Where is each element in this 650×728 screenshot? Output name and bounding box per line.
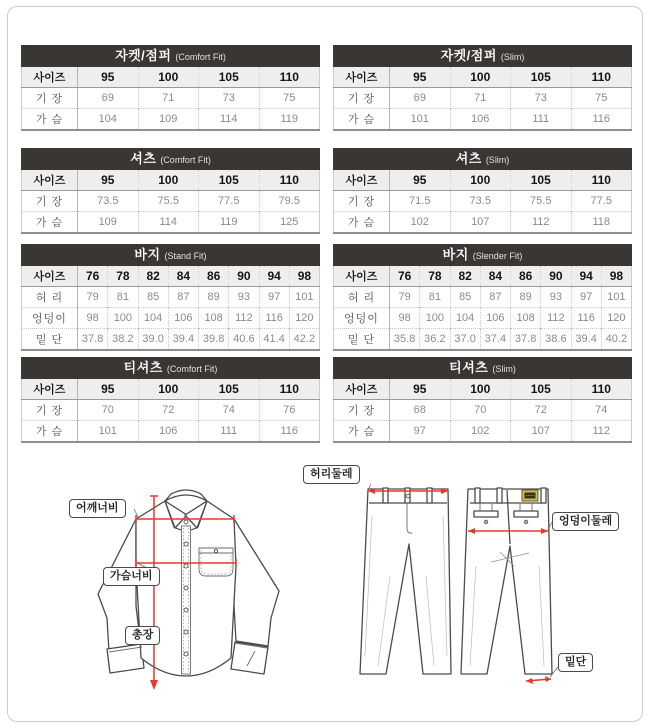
size-header-cell: 78 (108, 266, 138, 287)
table-fit-label: (Slim) (492, 364, 516, 374)
measure-label: 엉덩이 (22, 308, 78, 329)
measure-label: 허 리 (334, 287, 390, 308)
measure-row (334, 88, 632, 109)
measure-label: 가 슴 (22, 212, 78, 234)
measure-value: 97 (259, 287, 289, 308)
measure-value: 87 (168, 287, 198, 308)
size-header-label: 사이즈 (22, 379, 78, 400)
size-header-cell: 105 (199, 67, 260, 88)
measure-label: 기 장 (334, 191, 390, 212)
table-title: 바지 (442, 247, 469, 262)
shoulder-width-label: 어깨너비 (69, 499, 126, 518)
measure-row (334, 308, 632, 329)
size-header-row (22, 266, 320, 287)
measure-value: 119 (199, 212, 260, 234)
size-grid (333, 67, 632, 131)
size-header-cell: 100 (450, 67, 511, 88)
table-title: 바지 (134, 247, 161, 262)
size-header-cell: 110 (259, 170, 320, 191)
shirt-drawing-svg (41, 456, 291, 711)
size-header-cell: 100 (138, 170, 199, 191)
size-grid (21, 67, 320, 131)
size-header-label: 사이즈 (334, 67, 390, 88)
page-frame (7, 6, 643, 722)
total-length-label: 총장 (125, 626, 160, 645)
measure-value: 73 (511, 88, 572, 109)
measure-row (334, 109, 632, 131)
measure-row (22, 88, 320, 109)
measure-value: 81 (108, 287, 138, 308)
table-title-bar (333, 45, 632, 67)
measure-row (22, 287, 320, 308)
table-title-bar (21, 148, 320, 170)
size-header-cell: 98 (289, 266, 319, 287)
measure-row (334, 421, 632, 443)
size-header-cell: 84 (168, 266, 198, 287)
measure-value: 114 (199, 109, 260, 131)
measure-value: 116 (259, 308, 289, 329)
table-title: 티셔츠 (449, 360, 489, 375)
table-fit-label: (Slender Fit) (472, 251, 523, 261)
measure-value: 69 (101, 92, 114, 104)
measure-value: 71.5 (409, 195, 431, 207)
measure-value: 102 (450, 421, 511, 443)
table-row-pants (21, 244, 632, 351)
size-header-cell: 82 (138, 266, 168, 287)
size-header-row (334, 266, 632, 287)
size-header-label: 사이즈 (334, 170, 390, 191)
table-row-shirts (21, 148, 632, 234)
brand-patch-icon (522, 490, 538, 501)
measure-value: 111 (511, 109, 572, 131)
size-header-cell: 110 (259, 67, 320, 88)
measure-value: 38.2 (108, 329, 138, 351)
measure-value: 70 (450, 400, 511, 421)
measure-value: 101 (390, 109, 451, 131)
size-grid (21, 170, 320, 234)
measure-value: 77.5 (199, 191, 260, 212)
measure-value: 107 (450, 212, 511, 234)
size-header-cell: 76 (78, 266, 108, 287)
measure-value: 101 (78, 421, 139, 443)
measure-value: 41.4 (259, 329, 289, 351)
size-table-jacket-slim (333, 45, 632, 131)
size-header-cell: 95 (78, 67, 139, 88)
measure-value: 120 (601, 308, 631, 329)
measure-label: 기 장 (22, 400, 78, 421)
measure-value: 112 (229, 308, 259, 329)
size-header-cell: 76 (390, 266, 420, 287)
size-table-pants-stand (21, 244, 320, 351)
measure-value: 104 (138, 308, 168, 329)
measure-value: 72 (138, 400, 199, 421)
table-title-bar (21, 45, 320, 67)
measure-label: 가 슴 (334, 212, 390, 234)
measure-value: 73.5 (97, 195, 119, 207)
measure-value: 119 (259, 109, 320, 131)
measure-value: 101 (289, 287, 319, 308)
table-row-jackets (21, 45, 632, 131)
size-header-cell: 105 (511, 170, 572, 191)
measure-value: 70 (101, 404, 114, 416)
measure-value: 77.5 (571, 191, 632, 212)
measure-value: 39.0 (138, 329, 168, 351)
size-header-cell: 100 (138, 379, 199, 400)
measure-value: 85 (450, 287, 480, 308)
measure-value: 79 (398, 291, 411, 303)
size-header-cell: 110 (571, 379, 632, 400)
hip-circumference-label: 엉덩이둘레 (552, 512, 619, 531)
measure-value: 112 (541, 308, 571, 329)
measure-value: 93 (541, 287, 571, 308)
table-fit-label: (Slim) (500, 52, 525, 62)
size-header-cell: 105 (511, 67, 572, 88)
measure-value: 114 (138, 212, 199, 234)
size-header-cell: 95 (390, 67, 451, 88)
size-header-cell: 95 (390, 170, 451, 191)
table-title: 자켓/점퍼 (115, 48, 172, 63)
measure-row (334, 287, 632, 308)
measure-value: 116 (259, 421, 320, 443)
size-header-cell: 110 (571, 170, 632, 191)
size-header-cell: 95 (78, 379, 139, 400)
measure-value: 98 (78, 308, 108, 329)
measure-value: 93 (229, 287, 259, 308)
measure-value: 68 (413, 404, 426, 416)
measure-row (22, 191, 320, 212)
pants-drawing-svg (286, 456, 646, 711)
measure-label: 기 장 (22, 88, 78, 109)
measure-label: 가 슴 (22, 109, 78, 131)
size-header-cell: 90 (229, 266, 259, 287)
size-header-cell: 110 (259, 379, 320, 400)
size-header-cell: 86 (199, 266, 229, 287)
size-header-cell: 90 (541, 266, 571, 287)
measure-value: 74 (199, 400, 260, 421)
size-grid (21, 379, 320, 443)
size-header-cell: 100 (450, 170, 511, 191)
measure-label: 밑 단 (334, 329, 390, 351)
measure-value: 75.5 (511, 191, 572, 212)
table-title-bar (333, 244, 632, 266)
measure-value: 40.2 (601, 329, 631, 351)
size-header-cell: 94 (571, 266, 601, 287)
size-table-tshirt-slim (333, 357, 632, 443)
measure-value: 39.4 (168, 329, 198, 351)
measure-row (22, 400, 320, 421)
measure-row (22, 212, 320, 234)
measure-value: 120 (289, 308, 319, 329)
size-table-tshirt-comfort (21, 357, 320, 443)
size-grid (333, 266, 632, 351)
size-header-row (22, 379, 320, 400)
measure-value: 107 (511, 421, 572, 443)
measure-value: 37.8 (511, 329, 541, 351)
measure-value: 116 (571, 308, 601, 329)
measure-row (334, 191, 632, 212)
measure-value: 111 (199, 421, 260, 443)
measure-value: 100 (420, 308, 450, 329)
size-header-row (334, 67, 632, 88)
measure-value: 40.6 (229, 329, 259, 351)
measure-value: 106 (138, 421, 199, 443)
measure-value: 118 (571, 212, 632, 234)
measure-value: 104 (78, 109, 139, 131)
measure-value: 98 (390, 308, 420, 329)
size-header-cell: 100 (138, 67, 199, 88)
measure-row (22, 329, 320, 351)
measure-value: 35.8 (390, 329, 420, 351)
table-title-bar (333, 357, 632, 379)
measure-value: 75.5 (138, 191, 199, 212)
measure-value: 79.5 (259, 191, 320, 212)
size-header-row (334, 379, 632, 400)
measure-row (22, 109, 320, 131)
measure-value: 102 (390, 212, 451, 234)
size-table-shirt-comfort (21, 148, 320, 234)
measure-label: 엉덩이 (334, 308, 390, 329)
measure-label: 허 리 (22, 287, 78, 308)
measure-value: 37.0 (450, 329, 480, 351)
measure-value: 106 (450, 109, 511, 131)
size-header-cell: 78 (420, 266, 450, 287)
measure-value: 69 (413, 92, 426, 104)
measure-value: 38.6 (541, 329, 571, 351)
size-table-pants-slender (333, 244, 632, 351)
measure-value: 125 (259, 212, 320, 234)
measure-value: 39.4 (571, 329, 601, 351)
measure-label: 가 슴 (334, 421, 390, 443)
measure-label: 가 슴 (334, 109, 390, 131)
table-title: 티셔츠 (123, 360, 163, 375)
measure-value: 97 (390, 421, 451, 443)
measure-row (22, 421, 320, 443)
size-header-label: 사이즈 (334, 266, 390, 287)
measure-value: 42.2 (289, 329, 319, 351)
measure-value: 116 (571, 109, 632, 131)
measure-value: 73 (199, 88, 260, 109)
measure-value: 106 (480, 308, 510, 329)
size-header-label: 사이즈 (334, 379, 390, 400)
table-fit-label: (Comfort Fit) (160, 155, 211, 165)
measure-value: 85 (138, 287, 168, 308)
measure-value: 75 (571, 88, 632, 109)
measure-value: 109 (138, 109, 199, 131)
size-header-label: 사이즈 (22, 67, 78, 88)
size-header-cell: 86 (511, 266, 541, 287)
measure-label: 기 장 (334, 88, 390, 109)
measure-value: 39.8 (199, 329, 229, 351)
size-grid (333, 170, 632, 234)
size-header-cell: 100 (450, 379, 511, 400)
measure-value: 89 (199, 287, 229, 308)
measure-value: 106 (168, 308, 198, 329)
measure-label: 기 장 (22, 191, 78, 212)
measure-value: 108 (511, 308, 541, 329)
chest-width-label: 가슴너비 (103, 567, 160, 586)
measure-value: 104 (450, 308, 480, 329)
table-fit-label: (Stand Fit) (164, 251, 207, 261)
table-row-tshirts (21, 357, 632, 443)
measure-label: 밑 단 (22, 329, 78, 351)
size-table-shirt-slim (333, 148, 632, 234)
measure-value: 37.4 (480, 329, 510, 351)
measure-row (334, 400, 632, 421)
pants-diagram (286, 456, 646, 711)
hem-width-label: 밑단 (558, 653, 593, 672)
measure-row (22, 308, 320, 329)
measure-value: 73.5 (450, 191, 511, 212)
size-header-cell: 105 (199, 379, 260, 400)
size-header-label: 사이즈 (22, 266, 78, 287)
measure-row (334, 212, 632, 234)
size-header-cell: 105 (199, 170, 260, 191)
measure-value: 72 (511, 400, 572, 421)
table-title-bar (333, 148, 632, 170)
measure-value: 89 (511, 287, 541, 308)
table-title-bar (21, 244, 320, 266)
table-title: 셔츠 (455, 151, 482, 166)
measure-value: 79 (86, 291, 99, 303)
size-header-cell: 94 (259, 266, 289, 287)
size-header-cell: 105 (511, 379, 572, 400)
table-fit-label: (Comfort Fit) (175, 52, 226, 62)
waist-circumference-label: 허리둘레 (303, 465, 360, 484)
shirt-diagram (41, 456, 291, 711)
table-title: 자켓/점퍼 (440, 48, 497, 63)
size-header-row (22, 170, 320, 191)
measure-value: 101 (601, 287, 631, 308)
size-header-row (22, 67, 320, 88)
table-title-bar (21, 357, 320, 379)
table-fit-label: (Slim) (485, 155, 510, 165)
measure-value: 112 (511, 212, 572, 234)
measure-value: 74 (571, 400, 632, 421)
measure-label: 가 슴 (22, 421, 78, 443)
measure-value: 108 (199, 308, 229, 329)
measure-value: 76 (259, 400, 320, 421)
measure-value: 75 (259, 88, 320, 109)
size-header-cell: 82 (450, 266, 480, 287)
size-header-cell: 98 (601, 266, 631, 287)
measure-value: 109 (78, 212, 139, 234)
size-header-row (334, 170, 632, 191)
size-header-label: 사이즈 (22, 170, 78, 191)
size-header-cell: 110 (571, 67, 632, 88)
size-grid (21, 266, 320, 351)
measure-value: 112 (571, 421, 632, 443)
measure-value: 100 (108, 308, 138, 329)
table-title: 셔츠 (130, 151, 157, 166)
size-header-cell: 95 (78, 170, 139, 191)
size-header-cell: 95 (390, 379, 451, 400)
table-fit-label: (Comfort Fit) (166, 364, 218, 374)
measure-value: 81 (420, 287, 450, 308)
size-table-jacket-comfort (21, 45, 320, 131)
measure-value: 36.2 (420, 329, 450, 351)
measurement-diagrams (8, 456, 642, 718)
size-grid (333, 379, 632, 443)
measure-label: 기 장 (334, 400, 390, 421)
measure-value: 87 (480, 287, 510, 308)
measure-row (334, 329, 632, 351)
measure-value: 71 (450, 88, 511, 109)
measure-value: 97 (571, 287, 601, 308)
measure-value: 37.8 (78, 329, 108, 351)
size-header-cell: 84 (480, 266, 510, 287)
measure-value: 71 (138, 88, 199, 109)
